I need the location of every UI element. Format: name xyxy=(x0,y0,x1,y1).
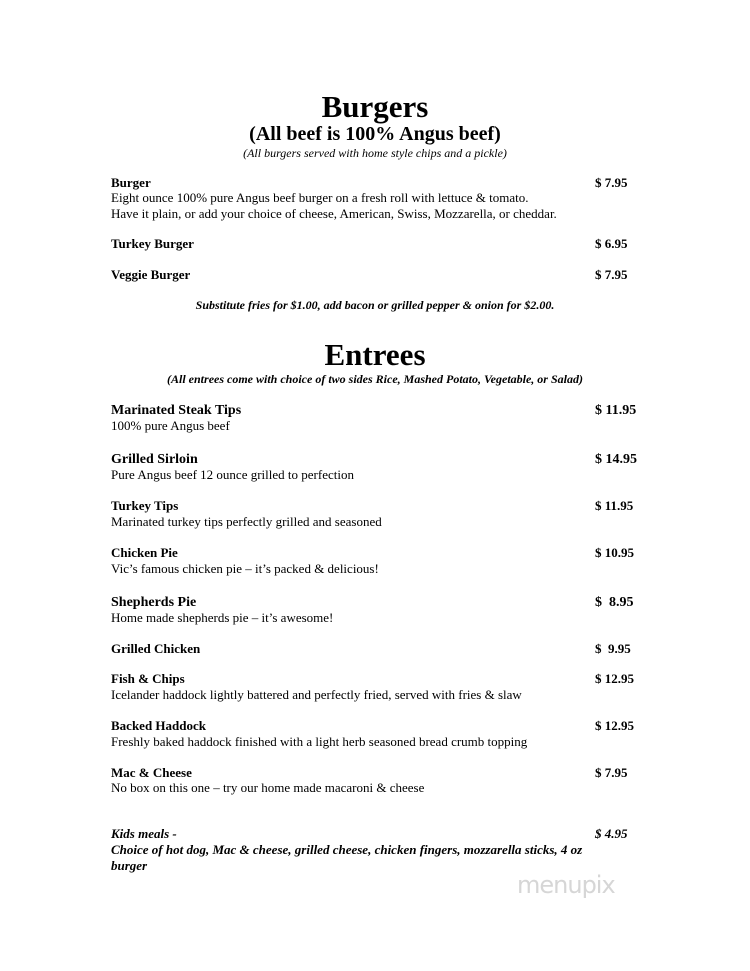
item-desc-mac-and-cheese: No box on this one – try our home made macaroni & cheese xyxy=(111,780,425,795)
entrees-note: (All entrees come with choice of two sides Rice, Mashed Potato, Vegetable, or Salad) xyxy=(167,372,583,386)
item-price-fish-and-chips: $ 12.95 xyxy=(595,671,634,686)
item-desc-chicken-pie: Vic’s famous chicken pie – it’s packed & delicious! xyxy=(111,561,379,576)
item-desc-grilled-sirloin: Pure Angus beef 12 ounce grilled to perfection xyxy=(111,467,354,482)
item-price-veggie-burger: $ 7.95 xyxy=(595,267,628,282)
kids-meals-price: $ 4.95 xyxy=(595,826,628,841)
burgers-title: Burgers xyxy=(321,89,429,124)
burgers-subtitle: (All beef is 100% Angus beef) xyxy=(249,123,501,145)
item-price-burger: $ 7.95 xyxy=(595,175,628,190)
item-price-turkey-tips: $ 11.95 xyxy=(595,498,634,513)
item-desc-marinated-steak-tips: 100% pure Angus beef xyxy=(111,418,230,433)
item-name-turkey-burger: Turkey Burger xyxy=(111,236,194,251)
item-desc-shepherds-pie: Home made shepherds pie – it’s awesome! xyxy=(111,610,334,625)
item-price-turkey-burger: $ 6.95 xyxy=(595,236,628,251)
item-name-turkey-tips: Turkey Tips xyxy=(111,498,179,513)
item-name-grilled-chicken: Grilled Chicken xyxy=(111,641,201,656)
item-name-chicken-pie: Chicken Pie xyxy=(111,545,178,560)
item-name-fish-and-chips: Fish & Chips xyxy=(111,671,185,686)
item-name-shepherds-pie: Shepherds Pie xyxy=(111,595,197,610)
item-name-burger: Burger xyxy=(111,175,151,190)
kids-meals-desc-line2: burger xyxy=(111,858,148,873)
item-price-chicken-pie: $ 10.95 xyxy=(595,545,634,560)
item-desc-backed-haddock: Freshly baked haddock finished with a light herb seasoned bread crumb topping xyxy=(111,734,528,749)
kids-meals-label: Kids meals - xyxy=(111,826,177,841)
item-name-backed-haddock: Backed Haddock xyxy=(111,718,206,733)
item-desc-burger-line2: Have it plain, or add your choice of cheese, American, Swiss, Mozzarella, or cheddar. xyxy=(111,206,557,221)
menupix-watermark: menupix xyxy=(517,871,615,899)
item-desc-turkey-tips: Marinated turkey tips perfectly grilled and seasoned xyxy=(111,514,382,529)
burgers-note: (All burgers served with home style chips and a pickle) xyxy=(243,146,507,160)
item-price-grilled-chicken: $ 9.95 xyxy=(595,641,631,656)
entrees-title: Entrees xyxy=(324,337,426,372)
item-price-mac-and-cheese: $ 7.95 xyxy=(595,765,628,780)
item-name-veggie-burger: Veggie Burger xyxy=(111,267,191,282)
item-price-grilled-sirloin: $ 14.95 xyxy=(595,452,637,467)
item-desc-burger-line1: Eight ounce 100% pure Angus beef burger on a fresh roll with lettuce & tomato. xyxy=(111,190,529,205)
burgers-substitute-note: Substitute fries for $1.00, add bacon or grilled pepper & onion for $2.00. xyxy=(195,298,555,312)
item-name-marinated-steak-tips: Marinated Steak Tips xyxy=(111,403,242,418)
item-name-mac-and-cheese: Mac & Cheese xyxy=(111,765,192,780)
item-price-shepherds-pie: $ 8.95 xyxy=(595,595,634,610)
kids-meals-desc-line1: Choice of hot dog, Mac & cheese, grilled cheese, chicken fingers, mozzarella sticks, 4 oz xyxy=(111,842,583,857)
item-price-backed-haddock: $ 12.95 xyxy=(595,718,634,733)
item-name-grilled-sirloin: Grilled Sirloin xyxy=(111,452,198,467)
item-price-marinated-steak-tips: $ 11.95 xyxy=(595,403,637,418)
item-desc-fish-and-chips: Icelander haddock lightly battered and perfectly fried, served with fries & slaw xyxy=(111,687,522,702)
